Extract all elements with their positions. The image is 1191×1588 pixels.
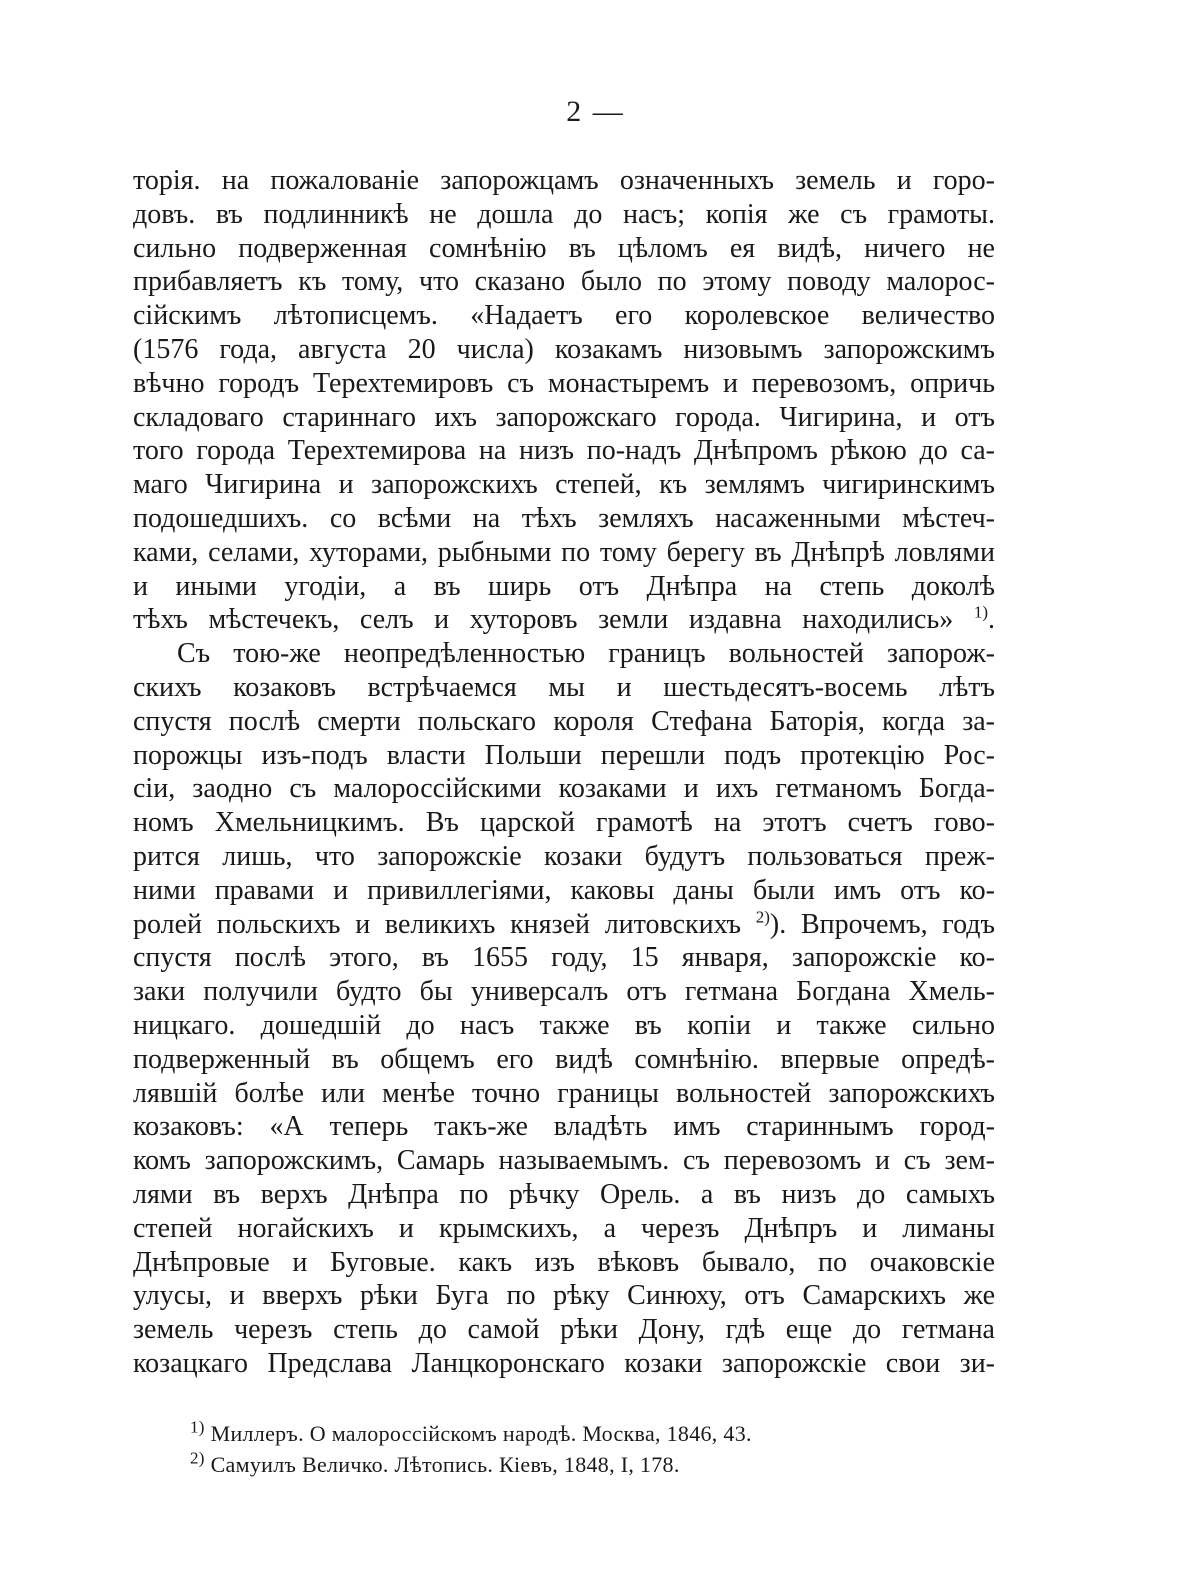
text-line: рится лишь, что запорожскіе козаки будутъ пользоваться преж-: [133, 840, 995, 872]
footnote-2: $^{2)}$ Самуилъ Величко. Лѣтопись. Кіевъ, 1848, I, 178.: [190, 1448, 680, 1477]
text-line: и иными угодіи, а въ ширь отъ Днѣпра на степь доколѣ: [133, 570, 995, 602]
text-line: Съ тою-же неопредѣленностью границъ вольностей запорож-: [177, 638, 995, 670]
text-line: ницкаго. дошедшій до насъ также въ копіи и также сильно: [133, 1009, 995, 1041]
text-line: сійскимъ лѣтописцемъ. «Надаетъ его королевское величество: [133, 300, 995, 332]
text-line: козацкаго Предслава Ланцкоронскаго козаки запорожскіе свои зи-: [133, 1347, 995, 1379]
text-line: сильно подверженная сомнѣнію въ цѣломъ ея видѣ, ничего не: [133, 232, 995, 264]
text-line: сіи, заодно съ малороссійскими козаками и ихъ гетманомъ Богда-: [133, 773, 995, 805]
text-line: порожцы изъ-подъ власти Польши перешли подъ протекцію Рос-: [133, 739, 995, 771]
text-line: ними правами и привиллегіями, каковы даны были имъ отъ ко-: [133, 874, 995, 906]
text-line: спустя послѣ этого, въ 1655 году, 15 января, запорожскіе ко-: [133, 942, 995, 974]
text-line: довъ. въ подлинникѣ не дошла до насъ; копія же съ грамоты.: [133, 198, 995, 230]
text-line: скихъ козаковъ встрѣчаемся мы и шестьдесятъ-восемь лѣтъ: [133, 671, 995, 703]
text-line: козаковъ: «А теперь такъ-же владѣть имъ стариннымъ город-: [133, 1111, 995, 1143]
text-line: Днѣпровые и Буговые. какъ изъ вѣковъ бывало, по очаковскіе: [133, 1246, 995, 1278]
text-line-with-note: тѣхъ мѣстечекъ, селъ и хуторовъ земли издавна находились» $^{1)}$.: [133, 603, 995, 636]
text-line-with-note: ролей польскихъ и великихъ князей литовскихъ $^{2)}$). Впрочемъ, годъ: [133, 907, 995, 940]
text-line: ками, селами, хуторами, рыбными по тому берегу въ Днѣпрѣ ловлями: [133, 536, 995, 568]
text-line: (1576 года, августа 20 числа) козакамъ низовымъ запорожскимъ: [133, 333, 995, 365]
text-line: подверженный въ общемъ его видѣ сомнѣнію. впервые опредѣ-: [133, 1043, 995, 1075]
page-number-dash: —: [583, 95, 625, 128]
text-line: торія. на пожалованіе запорожцамъ означенныхъ земель и горо-: [133, 165, 995, 196]
text-line: того города Терехтемирова на низъ по-надъ Днѣпромъ рѣкою до са-: [133, 435, 995, 467]
text-line: лявшій болѣе или менѣе точно границы вольностей запорожскихъ: [133, 1077, 995, 1109]
text-line: комъ запорожскимъ, Самарь называемымъ. съ перевозомъ и съ зем-: [133, 1145, 995, 1177]
page-number: 2 —: [566, 95, 625, 128]
text-line: спустя послѣ смерти польскаго короля Стефана Баторія, когда за-: [133, 705, 995, 737]
footnote-1: $^{1)}$ Миллеръ. О малороссійскомъ народѣ. Москва, 1846, 43.: [190, 1417, 752, 1446]
text-line: маго Чигирина и запорожскихъ степей, къ землямъ чигиринскимъ: [133, 469, 995, 501]
text-line: прибавляетъ къ тому, что сказано было по этому поводу малорос-: [133, 266, 995, 298]
text-line: степей ногайскихъ и крымскихъ, а черезъ Днѣпръ и лиманы: [133, 1212, 995, 1244]
text-line: номъ Хмельницкимъ. Въ царской грамотѣ на этотъ счетъ гово-: [133, 807, 995, 839]
text-line: улусы, и вверхъ рѣки Буга по рѣку Синюху, отъ Самарскихъ же: [133, 1280, 995, 1312]
body-text: [133, 164, 995, 1381]
text-line: заки получили будто бы универсалъ отъ гетмана Богдана Хмель-: [133, 976, 995, 1008]
footnote-ref-1[interactable]: 1): [973, 603, 988, 623]
text-line: складоваго стариннаго ихъ запорожскаго города. Чигирина, и отъ: [133, 401, 995, 433]
footnotes: [190, 1418, 990, 1480]
footnote-ref-2[interactable]: 2): [755, 907, 770, 927]
text-line: подошедшихъ. со всѣми на тѣхъ земляхъ насаженными мѣстеч-: [133, 502, 995, 534]
text-line: земель черезъ степь до самой рѣки Дону, гдѣ еще до гетмана: [133, 1314, 995, 1346]
text-line: лями въ верхъ Днѣпра по рѣчку Орель. а въ низъ до самыхъ: [133, 1178, 995, 1210]
text-line: вѣчно городъ Терехтемировъ съ монастыремъ и перевозомъ, опричь: [133, 367, 995, 399]
